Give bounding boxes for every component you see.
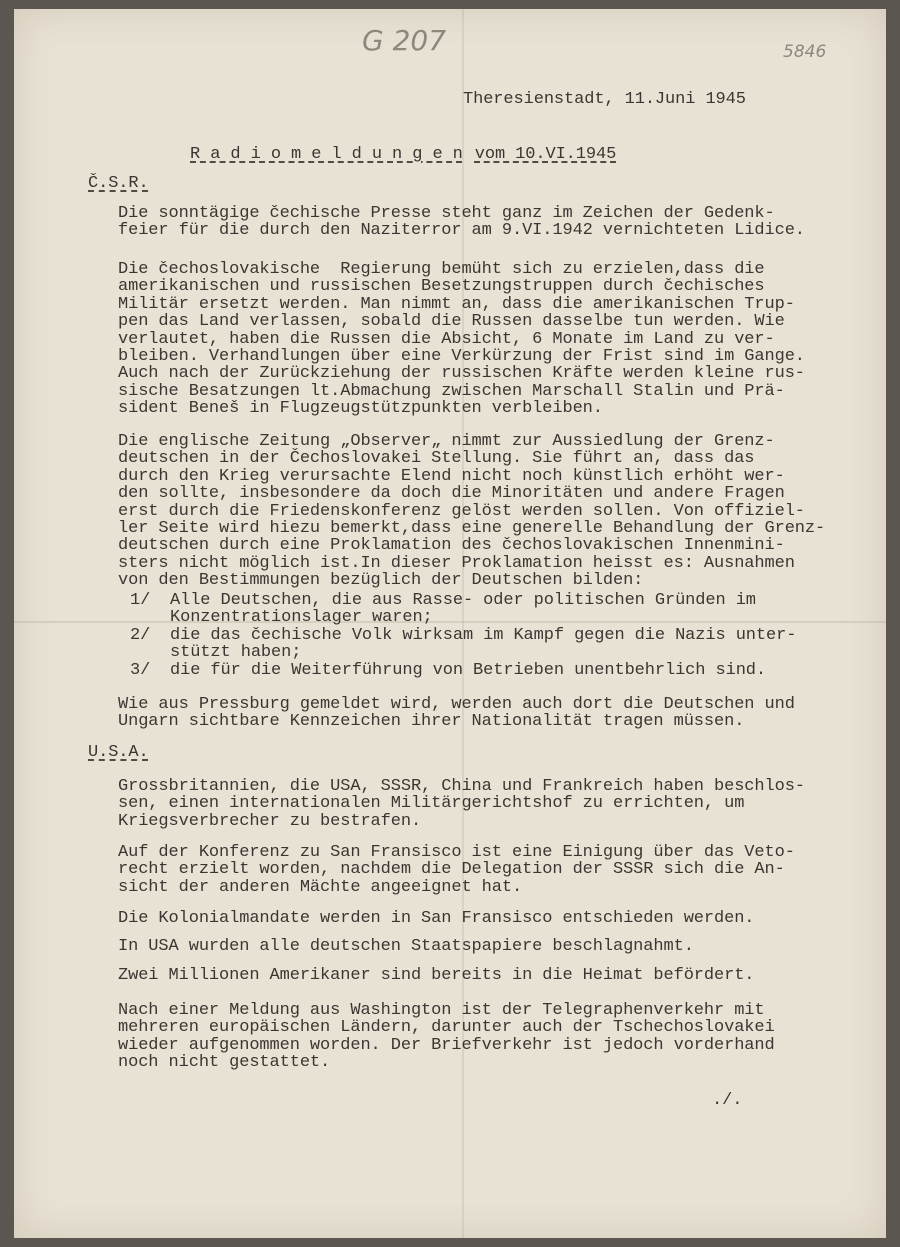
text-line: ler Seite wird hiezu bemerkt,dass eine generelle Behandlung der Grenz- (118, 519, 826, 539)
paragraph (118, 938, 694, 955)
text-line: sters nicht möglich ist.In dieser Proklamation heisst es: Ausnahmen (118, 553, 795, 573)
text-line: Nach einer Meldung aus Washington ist der Telegraphenverkehr mit (118, 1001, 765, 1020)
title-date: vom 10.VI.1945 (474, 145, 617, 164)
paragraph (118, 433, 825, 590)
paragraph (118, 1002, 775, 1072)
text-line: Die Kolonialmandate werden in San Fransisco entschieden werden. (118, 909, 755, 928)
paragraph (118, 261, 805, 418)
text-line: Alle Deutschen, die aus Rasse- oder politischen Gründen im (170, 591, 756, 610)
text-line: Kriegsverbrecher zu bestrafen. (118, 811, 422, 831)
text-line: In USA wurden alle deutschen Staatspapiere beschlagnahmt. (118, 937, 694, 956)
text-line: verlautet, haben die Russen die Absicht, 6 Monate im Land zu ver- (118, 329, 775, 349)
text-line: den sollte, insbesondere da doch die Minoritäten und andere Fragen (118, 484, 785, 504)
text-line: recht erzielt worden, nachdem die Delegation der SSSR sich die An- (118, 860, 785, 880)
text-line: die für die Weiterführung von Betrieben unentbehrlich sind. (170, 660, 766, 680)
text-line: Wie aus Pressburg gemeldet wird, werden auch dort die Deutschen und (118, 695, 795, 714)
text-line: von den Bestimmungen bezüglich der Deutschen bilden: (118, 571, 644, 591)
text-line: Konzentrationslager waren; (170, 608, 433, 628)
text-line: Auch nach der Zurückziehung der russischen Kräfte werden kleine rus- (118, 364, 805, 384)
text-line: Die englische Zeitung „Observer„ nimmt zur Aussiedlung der Grenz- (118, 432, 775, 451)
exceptions-list (130, 592, 796, 679)
paragraph (118, 910, 754, 927)
text-line: durch den Krieg verursachte Elend nicht noch künstlich erhöht wer- (118, 466, 785, 486)
text-line: sen, einen internationalen Militärgerichtshof zu errichten, um (118, 794, 745, 814)
paragraph (118, 844, 795, 896)
text-line: Zwei Millionen Amerikaner sind bereits in die Heimat befördert. (118, 966, 755, 985)
text-line: Grossbritannien, die USA, SSSR, China und Frankreich haben beschlos- (118, 777, 805, 796)
text-line: die das čechische Volk wirksam im Kampf gegen die Nazis unter- (170, 625, 797, 645)
text-line: amerikanischen und russischen Besetzungstruppen durch čechisches (118, 277, 765, 297)
list-item (130, 662, 796, 679)
text-line: Die čechoslovakische Regierung bemüht sich zu erzielen,dass die (118, 260, 765, 279)
text-line: noch nicht gestattet. (118, 1053, 331, 1073)
text-line: sicht der anderen Mächte angeeignet hat. (118, 877, 523, 897)
archive-mark: G 207 (362, 24, 447, 57)
paragraph (118, 205, 805, 240)
text-line: stützt haben; (170, 643, 302, 663)
paragraph (118, 696, 795, 731)
text-line: Militär ersetzt werden. Man nimmt an, dass die amerikanischen Trup- (118, 294, 795, 314)
section-heading-usa: U.S.A. (88, 743, 149, 762)
list-number: 3/ (130, 660, 151, 680)
text-line: sische Besatzungen lt.Abmachung zwischen Marschall Stalin und Prä- (118, 381, 785, 401)
text-line: Die sonntägige čechische Presse steht ganz im Zeichen der Gedenk- (118, 204, 775, 223)
place-date: Theresienstadt, 11.Juni 1945 (463, 90, 746, 109)
section-heading-csr: Č.S.R. (88, 174, 149, 193)
document-title (190, 146, 616, 163)
text-line: sident Beneš in Flugzeugstützpunkten verbleiben. (118, 399, 603, 419)
text-line: deutschen in der Čechoslovakei Stellung. Sie führt an, dass das (118, 449, 755, 469)
list-number: 1/ (130, 591, 151, 610)
continuation-mark: ./. (712, 1091, 743, 1110)
text-line: pen das Land verlassen, sobald die Russen dasselbe tun werden. Wie (118, 312, 785, 332)
list-number: 2/ (130, 625, 151, 645)
text-line: wieder aufgenommen worden. Der Briefverkehr ist jedoch vorderhand (118, 1035, 775, 1055)
text-line: feier für die durch den Naziterror am 9.VI.1942 vernichteten Lidice. (118, 221, 805, 241)
text-line: deutschen durch eine Proklamation des čechoslovakischen Innenmini- (118, 536, 785, 556)
text-line: Auf der Konferenz zu San Fransisco ist eine Einigung über das Veto- (118, 843, 795, 862)
page-number: 5846 (783, 42, 827, 62)
paragraph (118, 778, 805, 830)
paragraph (118, 967, 754, 984)
text-line: erst durch die Friedenskonferenz gelöst werden sollen. Von offiziel- (118, 501, 805, 521)
list-item (130, 627, 796, 662)
text-line: mehreren europäischen Ländern, darunter auch der Tschechoslovakei (118, 1018, 775, 1038)
text-line: bleiben. Verhandlungen über eine Verkürzung der Frist sind im Gange. (118, 347, 805, 367)
list-item (130, 592, 796, 627)
text-line: Ungarn sichtbare Kennzeichen ihrer Nationalität tragen müssen. (118, 712, 745, 732)
title-text: R a d i o m e l d u n g e n (190, 145, 463, 164)
